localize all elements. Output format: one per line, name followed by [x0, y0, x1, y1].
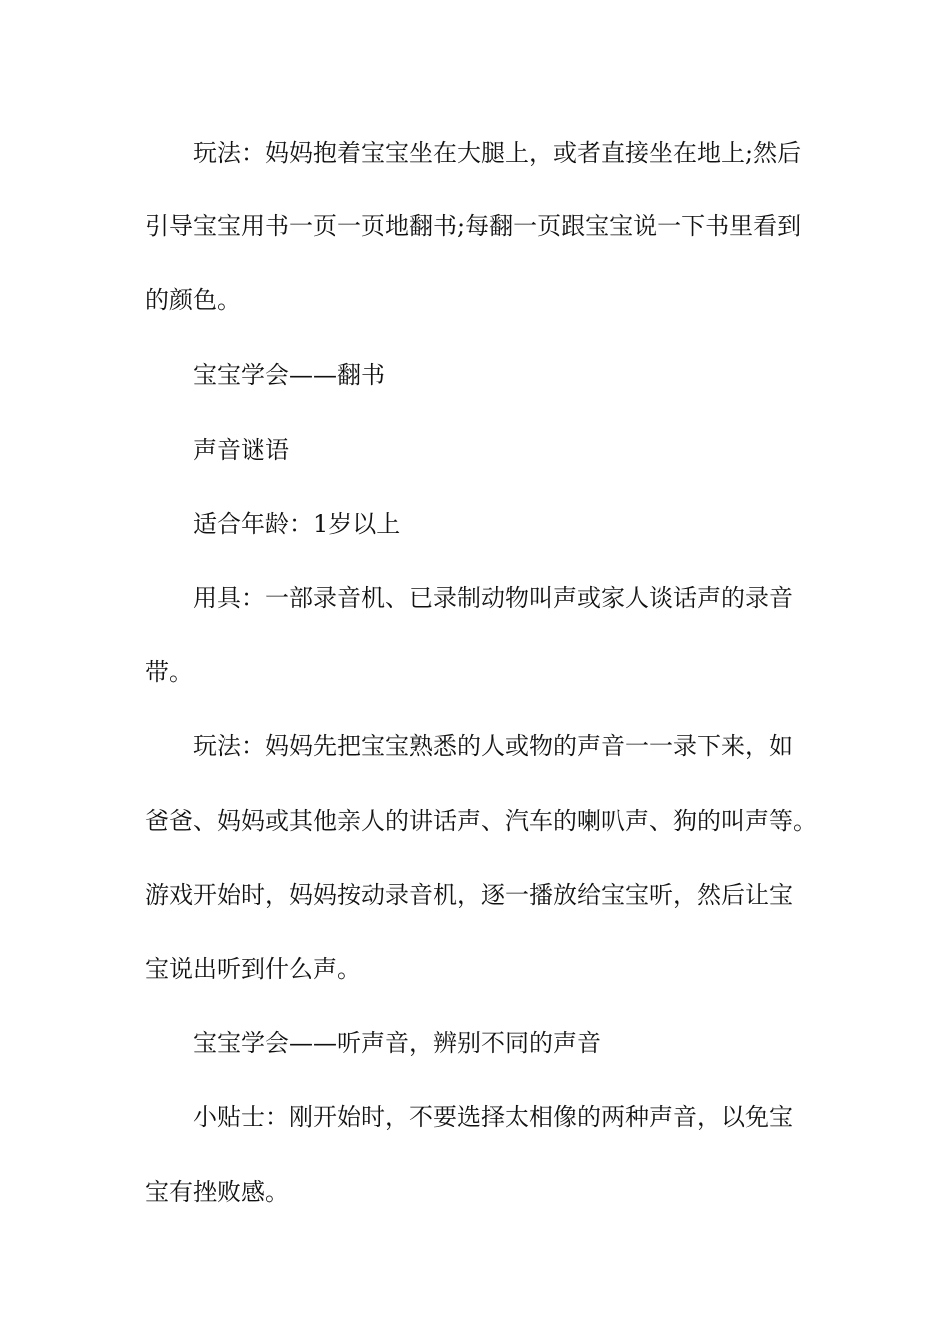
paragraph-line: 宝说出听到什么声。	[145, 955, 361, 983]
paragraph-line: 宝有挫败感。	[145, 1178, 289, 1206]
section-heading: 宝宝学会——翻书	[193, 361, 385, 389]
paragraph-line: 爸爸、妈妈或其他亲人的讲话声、汽车的喇叭声、狗的叫声等。	[145, 807, 817, 835]
paragraph-line: 玩法：妈妈抱着宝宝坐在大腿上，或者直接坐在地上;然后	[193, 139, 802, 167]
paragraph-line: 玩法：妈妈先把宝宝熟悉的人或物的声音一一录下来，如	[193, 732, 793, 760]
paragraph-line: 小贴士：刚开始时，不要选择太相像的两种声音，以免宝	[193, 1103, 793, 1131]
paragraph-line: 游戏开始时，妈妈按动录音机，逐一播放给宝宝听，然后让宝	[145, 881, 793, 909]
paragraph-line: 引导宝宝用书一页一页地翻书;每翻一页跟宝宝说一下书里看到	[145, 212, 802, 240]
paragraph-line: 带。	[145, 658, 193, 686]
paragraph-line: 的颜色。	[145, 286, 241, 314]
paragraph-line: 用具：一部录音机、已录制动物叫声或家人谈话声的录音	[193, 584, 793, 612]
section-heading: 宝宝学会——听声音，辨别不同的声音	[193, 1029, 601, 1057]
paragraph-line: 适合年龄：1岁以上	[193, 510, 401, 538]
section-heading: 声音谜语	[193, 436, 289, 464]
